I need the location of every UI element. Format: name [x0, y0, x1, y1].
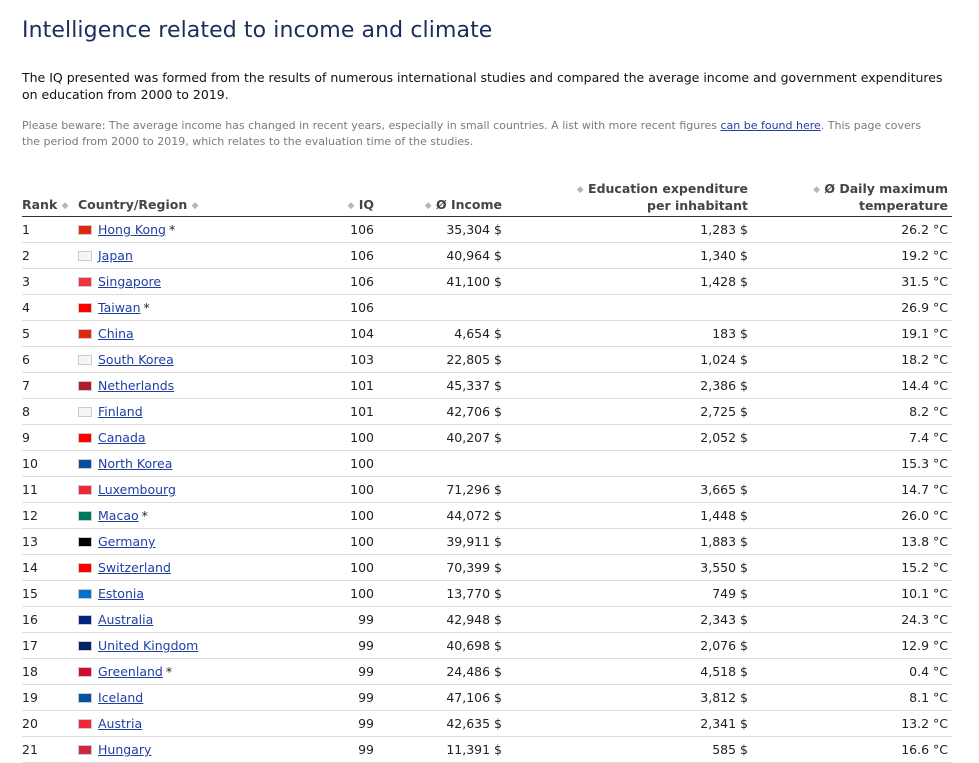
country-cell	[78, 555, 308, 581]
note-text	[22, 118, 942, 150]
sort-icon: ◆	[424, 201, 432, 211]
rank-cell: 10	[22, 451, 78, 477]
header-education-expenditure[interactable]: ◆ Education expenditure per inhabitant	[506, 180, 752, 217]
iq-cell: 106	[308, 295, 378, 321]
income-cell: 4,654 $	[378, 321, 506, 347]
education-expenditure-cell: 1,340 $	[506, 243, 752, 269]
iq-cell: 106	[308, 217, 378, 243]
income-cell: 42,706 $	[378, 399, 506, 425]
sort-icon: ◆	[61, 201, 69, 211]
rank-cell: 3	[22, 269, 78, 295]
country-link[interactable]: Hungary	[98, 742, 152, 757]
temperature-cell: 15.2 °C	[752, 555, 952, 581]
income-cell: 13,770 $	[378, 581, 506, 607]
temperature-cell: 18.2 °C	[752, 347, 952, 373]
iq-cell: 99	[308, 633, 378, 659]
temperature-cell: 14.4 °C	[752, 373, 952, 399]
iq-cell: 99	[308, 685, 378, 711]
iq-cell: 106	[308, 269, 378, 295]
rank-cell: 14	[22, 555, 78, 581]
flag-icon	[78, 303, 92, 313]
iq-cell: 100	[308, 581, 378, 607]
temperature-cell: 15.3 °C	[752, 451, 952, 477]
flag-icon	[78, 329, 92, 339]
education-expenditure-cell: 749 $	[506, 581, 752, 607]
intro-text: The IQ presented was formed from the results of numerous international studies and compared the average income and government expenditures on education from 2000 to 2019.	[22, 70, 943, 102]
education-expenditure-cell: 3,550 $	[506, 555, 752, 581]
country-cell	[78, 373, 308, 399]
education-expenditure-cell: 2,386 $	[506, 373, 752, 399]
temperature-cell: 12.9 °C	[752, 633, 952, 659]
flag-icon	[78, 641, 92, 651]
temperature-cell: 31.5 °C	[752, 269, 952, 295]
iq-cell: 99	[308, 737, 378, 763]
country-cell	[78, 321, 308, 347]
country-link[interactable]: Finland	[98, 404, 143, 419]
flag-icon	[78, 667, 92, 677]
rank-cell: 8	[22, 399, 78, 425]
table-row	[22, 581, 952, 607]
flag-icon	[78, 563, 92, 573]
country-link[interactable]: Germany	[98, 534, 156, 549]
education-expenditure-cell: 1,024 $	[506, 347, 752, 373]
country-link[interactable]: Luxembourg	[98, 482, 176, 497]
temperature-cell: 26.0 °C	[752, 503, 952, 529]
rank-cell: 19	[22, 685, 78, 711]
table-row	[22, 451, 952, 477]
table-row	[22, 243, 952, 269]
temperature-cell: 10.1 °C	[752, 581, 952, 607]
country-link[interactable]: Macao	[98, 508, 139, 523]
temperature-cell: 19.1 °C	[752, 321, 952, 347]
temperature-cell: 19.2 °C	[752, 243, 952, 269]
footnote-marker: *	[143, 300, 150, 315]
iq-cell: 100	[308, 529, 378, 555]
table-row	[22, 529, 952, 555]
education-expenditure-cell: 1,283 $	[506, 217, 752, 243]
iq-cell: 99	[308, 711, 378, 737]
table-row	[22, 737, 952, 763]
country-cell	[78, 685, 308, 711]
country-link[interactable]: Taiwan	[98, 300, 141, 315]
footnote-marker: *	[168, 222, 176, 237]
flag-icon	[78, 433, 92, 443]
flag-icon	[78, 693, 92, 703]
temperature-cell: 8.1 °C	[752, 685, 952, 711]
rank-cell: 18	[22, 659, 78, 685]
sort-icon: ◆	[191, 201, 199, 211]
table-row	[22, 269, 952, 295]
country-link[interactable]: China	[98, 326, 134, 341]
page-title: Intelligence related to income and climate	[22, 18, 493, 43]
country-cell	[78, 243, 308, 269]
table-row	[22, 633, 952, 659]
education-expenditure-cell: 2,725 $	[506, 399, 752, 425]
income-cell: 22,805 $	[378, 347, 506, 373]
temperature-cell: 13.8 °C	[752, 529, 952, 555]
flag-icon	[78, 277, 92, 287]
country-cell	[78, 477, 308, 503]
country-cell	[78, 217, 308, 243]
income-cell: 35,304 $	[378, 217, 506, 243]
table-row	[22, 659, 952, 685]
flag-icon	[78, 355, 92, 365]
table-row	[22, 503, 952, 529]
country-link[interactable]: Switzerland	[98, 560, 171, 575]
rank-cell: 5	[22, 321, 78, 347]
income-cell: 41,100 $	[378, 269, 506, 295]
sort-icon: ◆	[347, 201, 355, 211]
education-expenditure-cell: 3,812 $	[506, 685, 752, 711]
header-iq[interactable]: ◆ IQ	[308, 180, 378, 217]
country-cell	[78, 659, 308, 685]
rank-cell: 15	[22, 581, 78, 607]
flag-icon	[78, 251, 92, 261]
country-cell	[78, 347, 308, 373]
temperature-cell: 14.7 °C	[752, 477, 952, 503]
income-cell	[378, 295, 506, 321]
country-link[interactable]: North Korea	[98, 456, 173, 471]
income-cell: 70,399 $	[378, 555, 506, 581]
country-cell	[78, 581, 308, 607]
table-row	[22, 425, 952, 451]
rank-cell: 6	[22, 347, 78, 373]
page	[0, 0, 979, 150]
flag-icon	[78, 537, 92, 547]
sort-icon: ◆	[576, 185, 584, 195]
temperature-cell: 8.2 °C	[752, 399, 952, 425]
country-link[interactable]: Singapore	[98, 274, 162, 289]
iq-cell: 106	[308, 243, 378, 269]
education-expenditure-cell: 3,665 $	[506, 477, 752, 503]
income-cell: 47,106 $	[378, 685, 506, 711]
table-row	[22, 295, 952, 321]
temperature-cell: 0.4 °C	[752, 659, 952, 685]
income-cell: 40,964 $	[378, 243, 506, 269]
footnote-marker: *	[165, 664, 173, 679]
country-link[interactable]: South Korea	[98, 352, 174, 367]
rank-cell: 12	[22, 503, 78, 529]
country-cell	[78, 711, 308, 737]
income-cell: 45,337 $	[378, 373, 506, 399]
iq-cell: 100	[308, 477, 378, 503]
iq-cell: 101	[308, 399, 378, 425]
country-cell	[78, 269, 308, 295]
note-after: . This page covers the period from 2000 to 2019, which relates to the evaluation time of the studies.	[22, 119, 922, 148]
rank-cell: 21	[22, 737, 78, 763]
table-row	[22, 711, 952, 737]
education-expenditure-cell: 183 $	[506, 321, 752, 347]
flag-icon	[78, 485, 92, 495]
country-cell	[78, 503, 308, 529]
income-cell: 71,296 $	[378, 477, 506, 503]
flag-icon	[78, 615, 92, 625]
temperature-cell: 13.2 °C	[752, 711, 952, 737]
iq-cell: 99	[308, 607, 378, 633]
country-link[interactable]: Canada	[98, 430, 146, 445]
rank-cell: 13	[22, 529, 78, 555]
country-link[interactable]: Iceland	[98, 690, 144, 705]
flag-icon	[78, 589, 92, 599]
country-link[interactable]: Australia	[98, 612, 154, 627]
education-expenditure-cell	[506, 295, 752, 321]
rank-cell: 2	[22, 243, 78, 269]
flag-icon	[78, 459, 92, 469]
iq-cell: 101	[308, 373, 378, 399]
footnote-marker: *	[141, 508, 148, 523]
temperature-cell: 16.6 °C	[752, 737, 952, 763]
iq-cell: 100	[308, 451, 378, 477]
country-link[interactable]: Japan	[98, 248, 133, 263]
sort-icon: ◆	[813, 185, 821, 195]
country-link[interactable]: Greenland	[98, 664, 163, 679]
table-row	[22, 477, 952, 503]
iq-cell: 100	[308, 425, 378, 451]
rank-cell: 20	[22, 711, 78, 737]
flag-icon	[78, 407, 92, 417]
rank-cell: 4	[22, 295, 78, 321]
rank-cell: 16	[22, 607, 78, 633]
country-link[interactable]: Netherlands	[98, 378, 175, 393]
flag-icon	[78, 225, 92, 235]
header-country[interactable]: Country/Region ◆	[78, 180, 308, 217]
income-cell: 40,698 $	[378, 633, 506, 659]
country-link[interactable]: Estonia	[98, 586, 145, 601]
iq-table	[22, 180, 952, 763]
temperature-cell: 26.2 °C	[752, 217, 952, 243]
rank-cell: 7	[22, 373, 78, 399]
table-header-row	[22, 180, 952, 217]
income-cell: 44,072 $	[378, 503, 506, 529]
country-cell	[78, 425, 308, 451]
header-income[interactable]: ◆ Ø Income	[378, 180, 506, 217]
table-row	[22, 217, 952, 243]
income-cell: 40,207 $	[378, 425, 506, 451]
country-cell	[78, 607, 308, 633]
table-row	[22, 607, 952, 633]
income-cell: 11,391 $	[378, 737, 506, 763]
income-cell: 42,948 $	[378, 607, 506, 633]
note-before: Please beware: The average income has changed in recent years, especially in small countries. A list with more recent figures	[22, 119, 721, 132]
country-cell	[78, 737, 308, 763]
country-cell	[78, 633, 308, 659]
table-row	[22, 347, 952, 373]
education-expenditure-cell: 4,518 $	[506, 659, 752, 685]
country-cell	[78, 399, 308, 425]
education-expenditure-cell: 2,341 $	[506, 711, 752, 737]
table-row	[22, 685, 952, 711]
table-body	[22, 217, 952, 763]
iq-cell: 100	[308, 503, 378, 529]
iq-cell: 104	[308, 321, 378, 347]
rank-cell: 11	[22, 477, 78, 503]
country-cell	[78, 451, 308, 477]
country-link[interactable]: United Kingdom	[98, 638, 199, 653]
iq-cell: 100	[308, 555, 378, 581]
income-cell: 24,486 $	[378, 659, 506, 685]
rank-cell: 1	[22, 217, 78, 243]
education-expenditure-cell: 585 $	[506, 737, 752, 763]
education-expenditure-cell: 1,428 $	[506, 269, 752, 295]
more-recent-figures-link[interactable]: can be found here	[720, 119, 821, 132]
flag-icon	[78, 511, 92, 521]
temperature-cell: 7.4 °C	[752, 425, 952, 451]
iq-cell: 103	[308, 347, 378, 373]
income-cell: 42,635 $	[378, 711, 506, 737]
table-row	[22, 373, 952, 399]
table-row	[22, 399, 952, 425]
temperature-cell: 26.9 °C	[752, 295, 952, 321]
education-expenditure-cell: 1,448 $	[506, 503, 752, 529]
education-expenditure-cell: 2,076 $	[506, 633, 752, 659]
country-link[interactable]: Hong Kong	[98, 222, 166, 237]
rank-cell: 9	[22, 425, 78, 451]
education-expenditure-cell	[506, 451, 752, 477]
iq-cell: 99	[308, 659, 378, 685]
flag-icon	[78, 381, 92, 391]
education-expenditure-cell: 2,343 $	[506, 607, 752, 633]
education-expenditure-cell: 2,052 $	[506, 425, 752, 451]
flag-icon	[78, 719, 92, 729]
header-temperature[interactable]: ◆ Ø Daily maximum temperature	[752, 180, 952, 217]
rank-cell: 17	[22, 633, 78, 659]
flag-icon	[78, 745, 92, 755]
table-row	[22, 321, 952, 347]
country-cell	[78, 529, 308, 555]
header-rank[interactable]: Rank ◆	[22, 180, 78, 217]
income-cell: 39,911 $	[378, 529, 506, 555]
country-cell	[78, 295, 308, 321]
country-link[interactable]: Austria	[98, 716, 143, 731]
temperature-cell: 24.3 °C	[752, 607, 952, 633]
table-row	[22, 555, 952, 581]
income-cell	[378, 451, 506, 477]
education-expenditure-cell: 1,883 $	[506, 529, 752, 555]
